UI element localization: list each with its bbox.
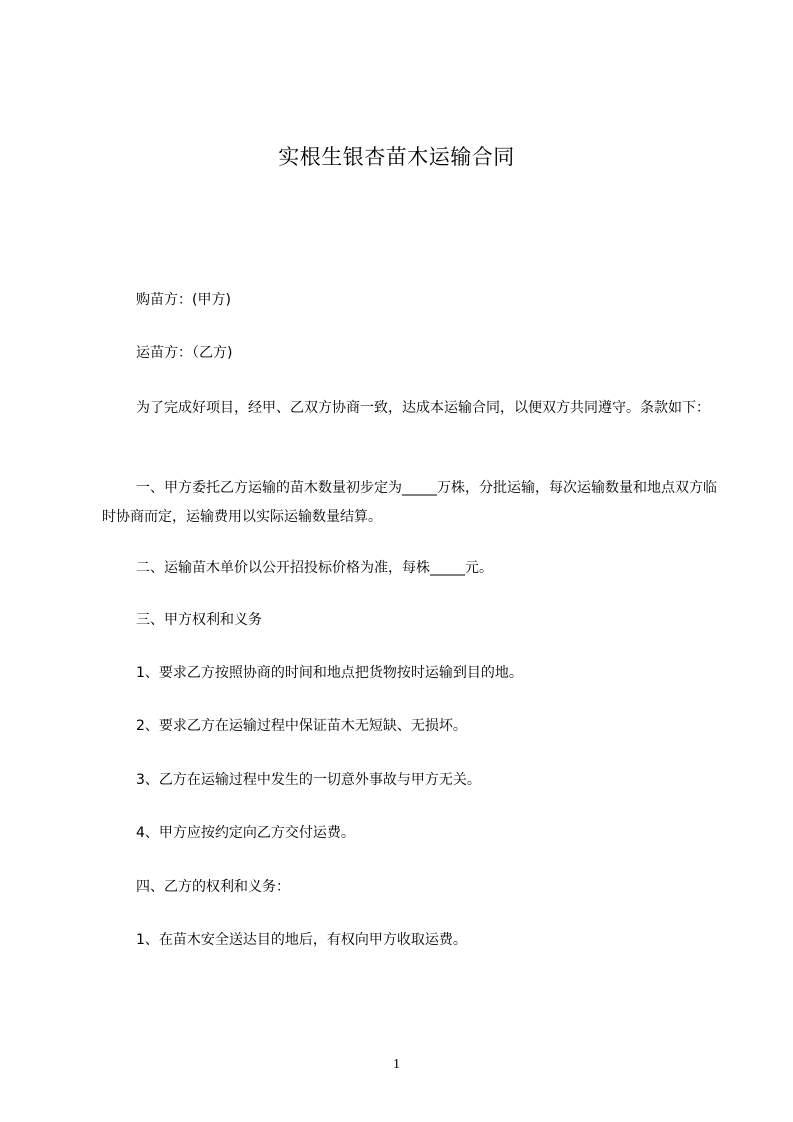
- clause-4-item-1: 1、在苗木安全送达目的地后，有权向甲方收取运费。: [136, 932, 467, 948]
- clause-3-heading: 三、甲方权利和义务: [136, 612, 262, 628]
- document-title: 实根生银杏苗木运输合同: [278, 145, 515, 169]
- clause-4-heading: 四、乙方的权利和义务：: [136, 879, 290, 895]
- clause-3-item-1: 1、要求乙方按照协商的时间和地点把货物按时运输到目的地。: [136, 665, 523, 681]
- page-number: 1: [393, 1057, 400, 1072]
- clause-3-item-3: 3、乙方在运输过程中发生的一切意外事故与甲方无关。: [136, 772, 481, 788]
- clause-1: 一、甲方委托乙方运输的苗木数量初步定为_____万株，分批运输，每次运输数量和地点双方临时协商而定，运输费用以实际运输数量结算。: [102, 480, 717, 525]
- buyer-line: 购苗方：(甲方): [136, 292, 231, 308]
- clause-2: 二、运输苗木单价以公开招投标价格为准，每株_____元。: [136, 560, 493, 576]
- intro-paragraph: 为了完成好项目，经甲、乙双方协商一致，达成本运输合同，以便双方共同遵守。条款如下：: [136, 400, 710, 416]
- carrier-line: 运苗方：（乙方): [136, 345, 233, 361]
- clause-3-item-4: 4、甲方应按约定向乙方交付运费。: [136, 825, 355, 841]
- clause-3-item-2: 2、要求乙方在运输过程中保证苗木无短缺、无损坏。: [136, 718, 467, 734]
